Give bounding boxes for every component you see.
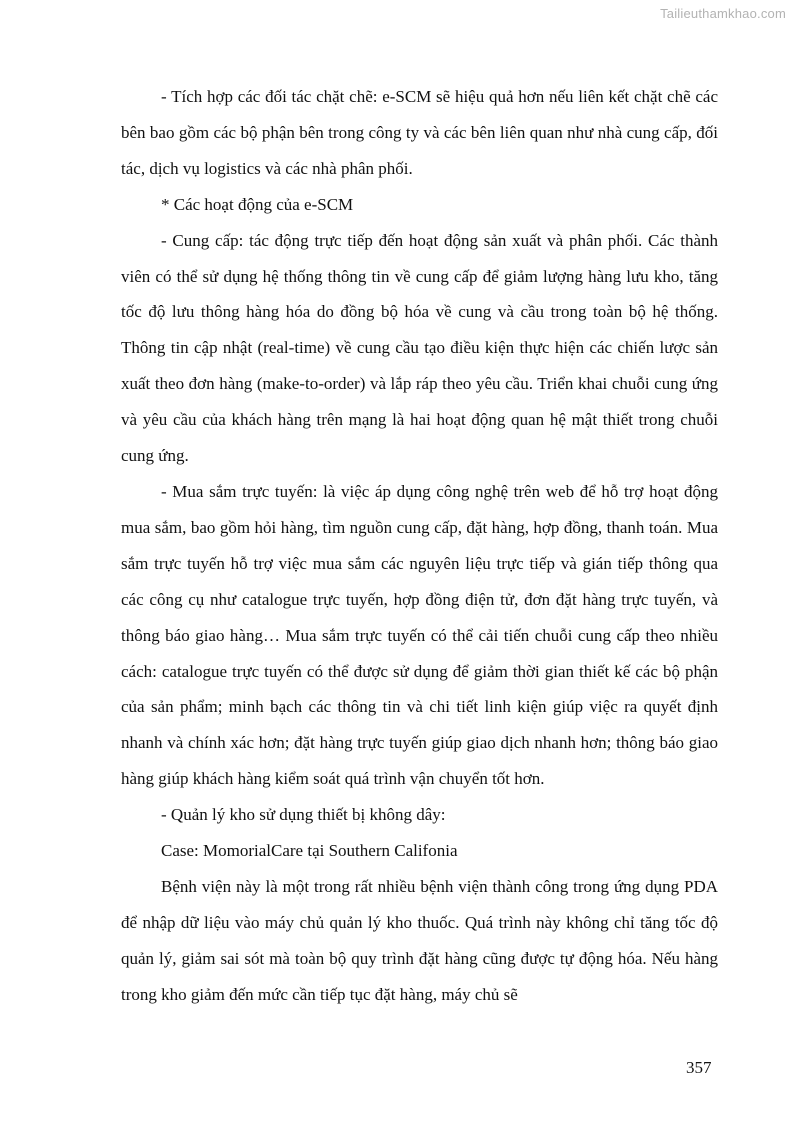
paragraph-escm-activities-heading: * Các hoạt động của e-SCM xyxy=(161,194,354,214)
paragraph-hospital-case: Bệnh viện này là một trong rất nhiều bệnh viện thành công trong ứng dụng PDA để nhập dữ liệu vào máy chủ quản lý kho thuốc. Quá trình này không chỉ tăng tốc độ quản lý, giảm sai sót mà toàn bộ quy trình đặt hàng cũng được tự động hóa. Nếu hàng trong kho giảm đến mức cần tiếp tục đặt hàng, máy chủ sẽ xyxy=(121,876,718,1004)
page-number: 357 xyxy=(686,1058,712,1077)
watermark: Tailieuthamkhao.com xyxy=(660,6,786,21)
paragraph-wireless-inventory: - Quản lý kho sử dụng thiết bị không dây: xyxy=(161,805,446,825)
document-body xyxy=(121,79,718,1013)
paragraph-case-title: Case: MomorialCare tại Southern Califonia xyxy=(161,841,458,861)
paragraph-online-purchasing: - Mua sắm trực tuyến: là việc áp dụng công nghệ trên web để hỗ trợ hoạt động mua sắm, bao gồm hỏi hàng, tìm nguồn cung cấp, đặt hàng, hợp đồng, thanh toán. Mua sắm trực tuyến hỗ trợ việc mua sắm các nguyên liệu trực tiếp và gián tiếp thông qua các công cụ như catalogue trực tuyến, hợp đồng điện tử, đơn đặt hàng trực tuyến, và thông báo giao hàng… Mua sắm trực tuyến có thể cải tiến chuỗi cung cấp theo nhiều cách: catalogue trực tuyến có thể được sử dụng để giảm thời gian thiết kế các bộ phận của sản phẩm; minh bạch các thông tin và chi tiết linh kiện giúp việc ra quyết định nhanh và chính xác hơn; đặt hàng trực tuyến giúp giao dịch nhanh hơn; thông báo giao hàng giúp khách hàng kiểm soát quá trình vận chuyển tốt hơn. xyxy=(121,481,718,789)
paragraph-partner-integration: - Tích hợp các đối tác chặt chẽ: e-SCM sẽ hiệu quả hơn nếu liên kết chặt chẽ các bên bao gồm các bộ phận bên trong công ty và các bên liên quan như nhà cung cấp, đối tác, dịch vụ logistics và các nhà phân phối. xyxy=(121,87,718,178)
paragraph-supply: - Cung cấp: tác động trực tiếp đến hoạt động sản xuất và phân phối. Các thành viên có thể sử dụng hệ thống thông tin về cung cấp để giảm lượng hàng lưu kho, tăng tốc độ lưu thông hàng hóa do đồng bộ hóa về cung và cầu trong toàn bộ hệ thống. Thông tin cập nhật (real-time) về cung cầu tạo điều kiện thực hiện các chiến lược sản xuất theo đơn hàng (make-to-order) và lắp ráp theo yêu cầu. Triển khai chuỗi cung ứng và yêu cầu của khách hàng trên mạng là hai hoạt động quan hệ mật thiết trong chuỗi cung ứng. xyxy=(121,230,718,466)
